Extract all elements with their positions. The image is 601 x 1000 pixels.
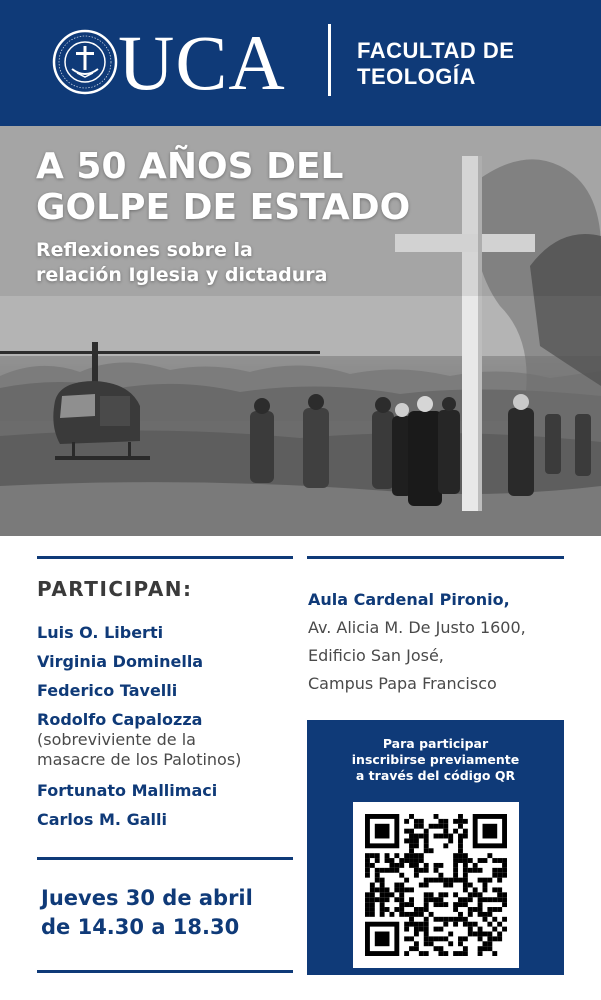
event-date-line-1: Jueves 30 de abril	[41, 886, 253, 910]
qr-text-line-2: inscribirse previamente	[351, 752, 520, 767]
venue-address-line: Edificio San José,	[308, 646, 444, 665]
divider-mid-left	[37, 857, 293, 860]
hero-subtitle	[36, 238, 396, 288]
event-time-line: de 14.30 a 18.30	[41, 915, 240, 939]
hero-title-line-2: GOLPE DE ESTADO	[36, 187, 411, 228]
qr-code-icon[interactable]	[365, 814, 507, 956]
divider-top-right	[307, 556, 564, 559]
qr-instructions	[307, 736, 564, 784]
participants-heading: PARTICIPAN:	[37, 577, 193, 601]
participant-name: Rodolfo Capalozza	[37, 710, 203, 729]
divider-bottom-left	[37, 970, 293, 973]
hero-subtitle-line-1: Reflexiones sobre la	[36, 239, 253, 261]
faculty-name	[357, 38, 557, 90]
venue-address-line: Av. Alicia M. De Justo 1600,	[308, 618, 526, 637]
venue-block	[308, 586, 588, 698]
qr-text-line-1: Para participar	[382, 736, 489, 751]
participants-list	[37, 622, 297, 830]
participant-name: Fortunato Mallimaci	[37, 781, 218, 800]
header-divider	[328, 24, 331, 96]
venue-address-line: Campus Papa Francisco	[308, 674, 497, 693]
uca-logo-text: UCA	[118, 19, 286, 106]
participant-note: masacre de los Palotinos)	[37, 750, 242, 769]
divider-top-left	[37, 556, 293, 559]
faculty-line-2: TEOLOGÍA	[357, 64, 476, 89]
qr-registration-box	[307, 720, 564, 975]
qr-text-line-3: a través del código QR	[355, 768, 516, 783]
participant-name: Virginia Dominella	[37, 652, 204, 671]
participant-note: (sobreviviente de la	[37, 730, 196, 749]
venue-name: Aula Cardenal Pironio,	[308, 590, 510, 609]
header-bar	[0, 0, 601, 126]
qr-code-container[interactable]	[353, 802, 519, 968]
participant-name: Luis O. Liberti	[37, 623, 164, 642]
faculty-line-1: FACULTAD DE	[357, 38, 515, 63]
hero-subtitle-line-2: relación Iglesia y dictadura	[36, 264, 328, 286]
university-seal-icon	[52, 29, 118, 95]
event-date	[41, 884, 293, 942]
participant-name: Federico Tavelli	[37, 681, 178, 700]
hero-title-line-1: A 50 AÑOS DEL	[36, 146, 344, 187]
hero-title	[36, 146, 496, 228]
participant-name: Carlos M. Galli	[37, 810, 167, 829]
